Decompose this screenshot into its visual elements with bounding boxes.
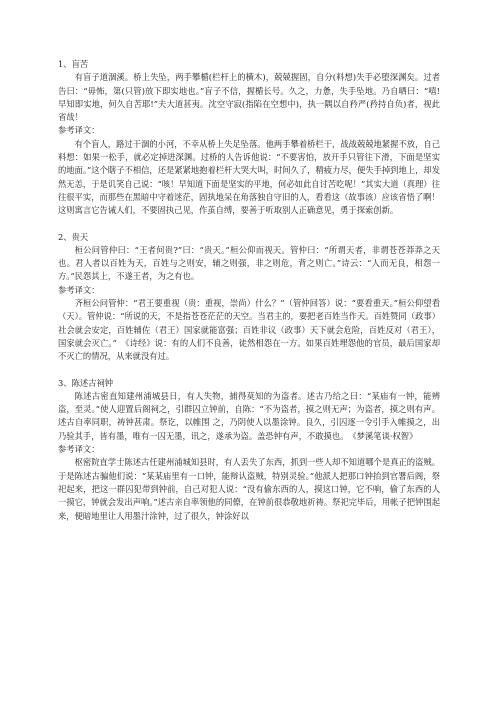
section-3-title: 3、陈述古祠钟 [58,377,114,388]
section-3-reference-label: 参考译文： [58,444,100,455]
section-1-title: 1、盲苦 [58,59,89,69]
section-2-translation: 齐桓公问管仲：“君王要重视（贵：重视，崇尚）什么？”（管仲回答）说：“要看重天。”桓公仰望看（天）。管仲说：“所说的天，不是指苍苍茫茫的天空。当君主的，要把老百姓当作天。百姓赞同（政事）社会就会安定，百姓辅佐（君王）国家就能富强；百姓非议（政事）天下就会危险，百姓反对（君王），国家就会灭亡。” 《诗经》说：有的人们不良善，徒然相怨在一方。如果百姓埋怨他的官员，最后国家却不灭亡的情况，从来就没有过。 [58,298,440,362]
section-3-translation: 枢密院直学士陈述古任建州浦城知县时，有人丢失了东西，抓到一些人却不知道哪个是真正的盗贼。于是陈述古骗他们说：“某某庙里有一口钟，能辩认盗贼，特别灵验。”他派人把那口钟抬到官署后阁，祭祀起来，把这一群囚犯带到钟前，自己对犯人说：“没有偷东西的人，摸这口钟，它不响，偷了东西的人一摸它，钟就会发出声响。”述古亲自率领他的同僚，在钟前很恭敬地祈祷。祭祀完毕后，用帐子把钟围起来，便暗地里让人用墨汁涂钟，过了很久，钟涂好以 [58,457,440,521]
section-1-original-text: 有盲子道涸溪。桥上失坠，两手攀楯(栏杆上的横木)，兢兢握固，自分(料想)失手必堕深渊矣。过者告曰：“毋怖，第(只管)放下即实地也。”盲子不信，握楯长号。久之，力惫，失手坠地。乃自哂曰：“嘻!早知即实地，何久自苦耶!”夫大道甚夷。沈空守寂(指陷在空想中)，执一隅以自矜严(矜持自负)者，视此省哉！ [58,72,440,123]
section-2-original-text: 桓公问管仲曰：“王者何贵?”曰：“贵天。”桓公仰而视天。管仲曰：“所谓天者，非谓苍苍莽莽之天也。君人者以百姓为天，百姓与之则安，辅之则强，非之则危，背之则亡。”诗云：“人而无良，相怨一方。”民怨其上，不遂王者，为之有也。 [58,244,440,282]
section-1-translation: 有个盲人，路过干涸的小河，不幸从桥上失足坠落。他两手攀着桥栏干，战战兢兢地紧握不放，自己料想：如果一松手，就必定掉进深渊。过桥的人告诉他说：“不要害怕，放开手只管往下滑，下面是坚实的地面。”这个瞎子不相信，还是紧紧地抱着栏杆大哭大叫，时间久了，精疲力尽，便失手掉到地上，却发然无恙，于是讥笑自己说：“咳！早知道下面是坚实的平地，何必如此自讨苦吃呢！”其实大道（真理）往往很平实，而那些在黑暗中守着迷茫，固执地呆在角落独自守旧的人，看看这（故事该）应该省悟了啊！ [58,138,440,202]
section-2-title: 2、贵天 [58,231,89,242]
section-spacer [58,218,440,231]
section-1-comment: 这则寓言它告诫人们，不要固执己见，作茧自缚，要善于听取别人正确意见，勇于探索创新。 [58,205,399,216]
section-spacer [58,364,440,377]
section-3-original-text: 陈述古密直知建州浦城县日，有人失物，捕得莫知的为盗者。述古乃给之曰：“某庙有一钟，能辨盗，至灵。”使人迎置后阁祠之，引群囚立钟前，自陈：“不为盗者，摸之则无声；为盗者，摸之则有声。述古自率同职，祷钟甚肃。祭讫，以帷围 之，乃阴使人以墨涂钟。良久，引囚逐一令引手入帷摸之，出乃验其手，皆有墨，唯有一囚无墨，讯之，遂承为盗。盖恐钟有声，不敢摸也。 《梦溪笔谈·权智》 [58,390,440,441]
section-1-reference-label: 参考译文： [58,125,100,136]
document-page [58,58,440,523]
section-2-reference-label: 参考译文： [58,284,100,295]
